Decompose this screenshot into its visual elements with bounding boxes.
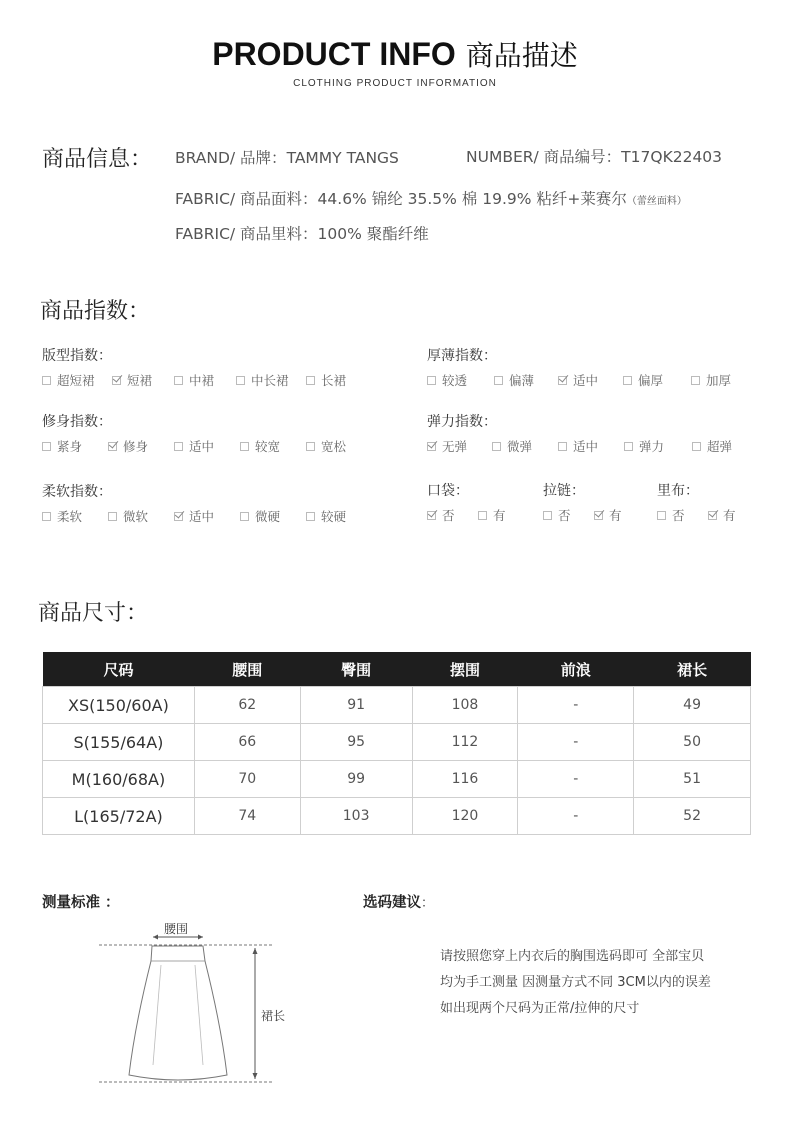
waist-cell: 66 bbox=[194, 724, 300, 761]
index-option-label: 短裙 bbox=[127, 373, 153, 388]
header-size: 尺码 bbox=[43, 652, 195, 687]
index-option bbox=[427, 506, 455, 524]
index-option bbox=[558, 371, 598, 389]
index-option bbox=[306, 437, 346, 455]
checkbox-icon bbox=[691, 376, 700, 385]
advice-title: 选码建议 bbox=[363, 895, 421, 911]
number-label: NUMBER/ 商品编号： bbox=[466, 148, 622, 166]
index-option-label: 微弹 bbox=[507, 439, 533, 454]
checked-checkbox-icon bbox=[558, 376, 567, 385]
checkbox-icon bbox=[306, 512, 315, 521]
checked-checkbox-icon bbox=[427, 511, 436, 520]
skirt-diagram bbox=[95, 915, 295, 1090]
checkbox-icon bbox=[174, 376, 183, 385]
hem-cell: 120 bbox=[412, 798, 518, 835]
index-option-label: 偏薄 bbox=[509, 373, 535, 388]
index-option bbox=[427, 371, 467, 389]
size-table bbox=[42, 652, 751, 835]
checkbox-icon bbox=[42, 376, 51, 385]
index-option bbox=[240, 437, 280, 455]
index-label: 柔软指数： bbox=[42, 484, 112, 500]
sizes-title: 商品尺寸： bbox=[38, 601, 149, 626]
index-option-label: 适中 bbox=[189, 509, 215, 524]
index-option-label: 微硬 bbox=[255, 509, 281, 524]
index-option-label: 有 bbox=[493, 508, 506, 523]
index-option bbox=[108, 507, 148, 525]
waist-label: 腰围 bbox=[164, 922, 189, 936]
table-row bbox=[43, 798, 751, 835]
index-option-label: 中长裙 bbox=[251, 373, 289, 388]
index-option bbox=[494, 371, 534, 389]
table-row bbox=[43, 724, 751, 761]
checkbox-icon bbox=[236, 376, 245, 385]
advice-line-2: 均为手工测量 因测量方式不同 3CM以内的误差 bbox=[440, 975, 711, 990]
advice-title-colon: ： bbox=[421, 896, 435, 911]
length-cell: 52 bbox=[634, 798, 751, 835]
index-option-label: 加厚 bbox=[706, 373, 732, 388]
index-option-label: 柔软 bbox=[57, 509, 83, 524]
length-arrow-top bbox=[253, 948, 258, 954]
waist-arrow-left bbox=[153, 935, 158, 940]
hip-cell: 91 bbox=[300, 687, 412, 724]
index-option-label: 长裙 bbox=[321, 373, 347, 388]
advice-line-3: 如出现两个尺码为正常/拉伸的尺寸 bbox=[440, 1001, 640, 1016]
table-row bbox=[43, 761, 751, 798]
number-value: T17QK22403 bbox=[621, 148, 723, 166]
index-option-label: 适中 bbox=[573, 439, 599, 454]
index-label: 弹力指数： bbox=[427, 414, 497, 430]
length-cell: 50 bbox=[634, 724, 751, 761]
index-option-label: 宽松 bbox=[321, 439, 347, 454]
index-option bbox=[543, 506, 571, 524]
index-label: 里布： bbox=[657, 483, 699, 499]
index-label: 口袋： bbox=[427, 483, 469, 499]
index-option-label: 超短裙 bbox=[57, 373, 95, 388]
size-cell: L(165/72A) bbox=[43, 798, 195, 835]
brand-label: BRAND/ 品牌： bbox=[175, 149, 287, 167]
checkbox-icon bbox=[240, 442, 249, 451]
index-label: 厚薄指数： bbox=[427, 348, 497, 364]
checked-checkbox-icon bbox=[594, 511, 603, 520]
index-option-label: 否 bbox=[442, 508, 455, 523]
index-option-label: 无弹 bbox=[442, 439, 468, 454]
index-label: 拉链： bbox=[543, 483, 585, 499]
rise-cell: - bbox=[518, 798, 634, 835]
index-option-label: 适中 bbox=[573, 373, 599, 388]
index-option bbox=[236, 371, 289, 389]
hem-cell: 116 bbox=[412, 761, 518, 798]
index-option-label: 修身 bbox=[123, 439, 149, 454]
waist-cell: 74 bbox=[194, 798, 300, 835]
indices-title: 商品指数： bbox=[40, 299, 151, 324]
title-en: PRODUCT INFO bbox=[212, 36, 456, 72]
index-option-label: 有 bbox=[723, 508, 736, 523]
product-info-title: 商品信息： bbox=[42, 147, 153, 172]
index-label: 修身指数： bbox=[42, 414, 112, 430]
index-option bbox=[42, 507, 82, 525]
waist-arrow-right bbox=[198, 935, 203, 940]
rise-cell: - bbox=[518, 761, 634, 798]
index-option-label: 否 bbox=[672, 508, 685, 523]
checkbox-icon bbox=[427, 376, 436, 385]
brand-value: TAMMY TANGS bbox=[286, 149, 399, 167]
header-length: 裙长 bbox=[634, 652, 751, 687]
index-option-label: 弹力 bbox=[639, 439, 665, 454]
size-cell: M(160/68A) bbox=[43, 761, 195, 798]
header-rise: 前浪 bbox=[518, 652, 634, 687]
fabric-line bbox=[175, 187, 687, 209]
hip-cell: 103 bbox=[300, 798, 412, 835]
checked-checkbox-icon bbox=[108, 442, 117, 451]
header-hip: 臀围 bbox=[300, 652, 412, 687]
page-subtitle: CLOTHING PRODUCT INFORMATION bbox=[293, 78, 497, 89]
size-cell: XS(150/60A) bbox=[43, 687, 195, 724]
title-cn: 商品描述 bbox=[465, 40, 578, 71]
checkbox-icon bbox=[492, 442, 501, 451]
length-cell: 49 bbox=[634, 687, 751, 724]
brand-line bbox=[175, 146, 399, 168]
checkbox-icon bbox=[657, 511, 666, 520]
checkbox-icon bbox=[623, 376, 632, 385]
waist-cell: 70 bbox=[194, 761, 300, 798]
checkbox-icon bbox=[306, 376, 315, 385]
index-label: 版型指数： bbox=[42, 348, 112, 364]
index-option bbox=[174, 437, 214, 455]
index-option-label: 超弹 bbox=[707, 439, 733, 454]
index-option bbox=[174, 507, 214, 525]
index-option bbox=[306, 507, 346, 525]
index-option bbox=[42, 437, 82, 455]
index-option-label: 较透 bbox=[442, 373, 468, 388]
checkbox-icon bbox=[42, 442, 51, 451]
waist-cell: 62 bbox=[194, 687, 300, 724]
hem-cell: 112 bbox=[412, 724, 518, 761]
checked-checkbox-icon bbox=[708, 511, 717, 520]
checkbox-icon bbox=[174, 442, 183, 451]
index-option bbox=[657, 506, 685, 524]
index-option bbox=[112, 371, 152, 389]
advice-line-1: 请按照您穿上内衣后的胸围选码即可 全部宝贝 bbox=[440, 949, 705, 964]
checkbox-icon bbox=[42, 512, 51, 521]
skirt-outline bbox=[129, 946, 227, 1080]
hip-cell: 95 bbox=[300, 724, 412, 761]
index-option-label: 较宽 bbox=[255, 439, 281, 454]
fabric-note: （蕾丝面料） bbox=[626, 196, 687, 207]
index-option bbox=[594, 506, 622, 524]
index-option bbox=[240, 507, 280, 525]
lining-label: FABRIC/ 商品里料： bbox=[175, 225, 318, 243]
checked-checkbox-icon bbox=[174, 512, 183, 521]
length-cell: 51 bbox=[634, 761, 751, 798]
index-option bbox=[708, 506, 736, 524]
index-option bbox=[108, 437, 148, 455]
index-option bbox=[427, 437, 467, 455]
index-option bbox=[692, 437, 732, 455]
checkbox-icon bbox=[494, 376, 503, 385]
number-line bbox=[466, 145, 722, 167]
page-title bbox=[0, 34, 790, 74]
index-option-label: 中裙 bbox=[189, 373, 215, 388]
index-option-label: 有 bbox=[609, 508, 622, 523]
index-option-label: 偏厚 bbox=[638, 373, 664, 388]
length-arrow-bottom bbox=[253, 1073, 258, 1079]
checkbox-icon bbox=[306, 442, 315, 451]
index-option bbox=[306, 371, 346, 389]
header-hem: 摆围 bbox=[412, 652, 518, 687]
checkbox-icon bbox=[624, 442, 633, 451]
fabric-label: FABRIC/ 商品面料： bbox=[175, 190, 318, 208]
index-option-label: 紧身 bbox=[57, 439, 83, 454]
rise-cell: - bbox=[518, 687, 634, 724]
checkbox-icon bbox=[543, 511, 552, 520]
fabric-value: 44.6% 锦纶 35.5% 棉 19.9% 粘纤+莱赛尔 bbox=[317, 190, 627, 208]
hem-cell: 108 bbox=[412, 687, 518, 724]
lining-line bbox=[175, 222, 429, 244]
header-waist: 腰围 bbox=[194, 652, 300, 687]
size-table-header-row bbox=[43, 652, 751, 687]
hip-cell: 99 bbox=[300, 761, 412, 798]
size-cell: S(155/64A) bbox=[43, 724, 195, 761]
index-option bbox=[624, 437, 664, 455]
checkbox-icon bbox=[240, 512, 249, 521]
length-label: 裙长 bbox=[261, 1009, 286, 1023]
measurement-title: 测量标准 ： bbox=[42, 895, 120, 911]
index-option-label: 较硬 bbox=[321, 509, 347, 524]
table-row bbox=[43, 687, 751, 724]
lining-value: 100% 聚酯纤维 bbox=[317, 225, 429, 243]
rise-cell: - bbox=[518, 724, 634, 761]
checked-checkbox-icon bbox=[112, 376, 121, 385]
index-option bbox=[478, 506, 506, 524]
checkbox-icon bbox=[558, 442, 567, 451]
index-option-label: 否 bbox=[558, 508, 571, 523]
index-option bbox=[558, 437, 598, 455]
index-option-label: 适中 bbox=[189, 439, 215, 454]
advice-title-wrap bbox=[363, 891, 434, 912]
checkbox-icon bbox=[478, 511, 487, 520]
index-option bbox=[691, 371, 731, 389]
index-option bbox=[42, 371, 95, 389]
index-option-label: 微软 bbox=[123, 509, 149, 524]
index-option bbox=[492, 437, 532, 455]
checkbox-icon bbox=[108, 512, 117, 521]
checked-checkbox-icon bbox=[427, 442, 436, 451]
index-option bbox=[623, 371, 663, 389]
index-option bbox=[174, 371, 214, 389]
checkbox-icon bbox=[692, 442, 701, 451]
